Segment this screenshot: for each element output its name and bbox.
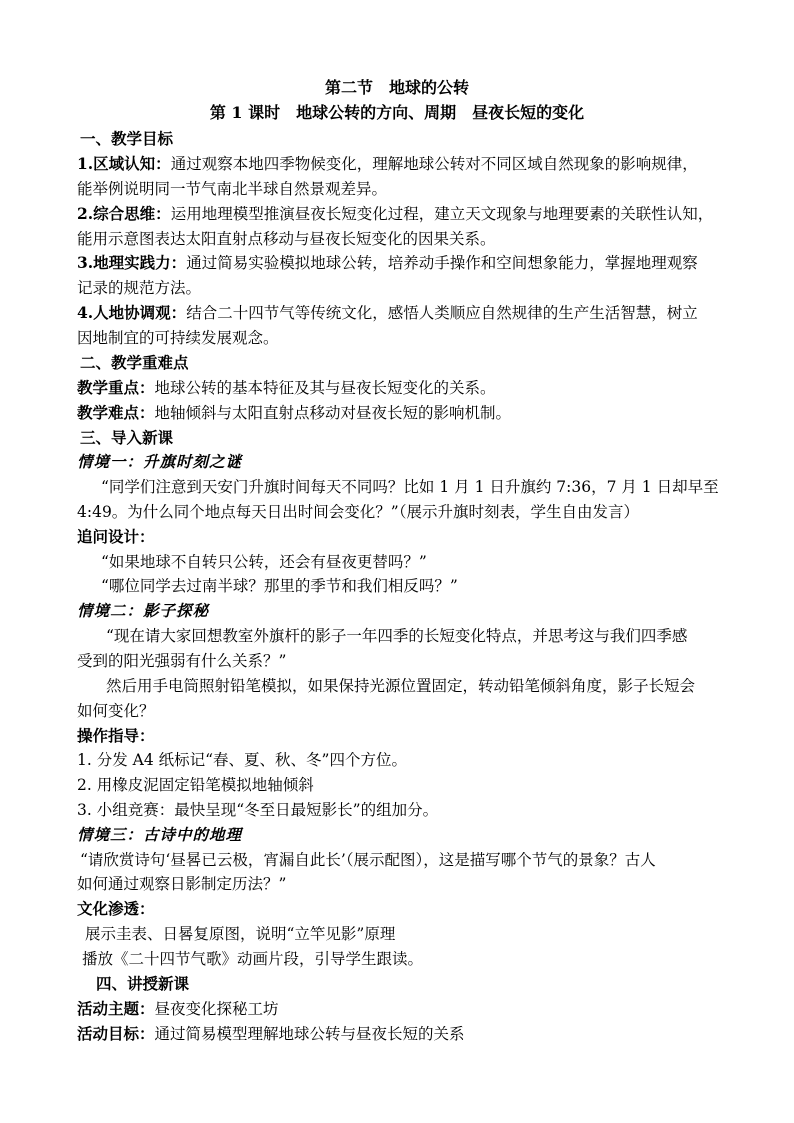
scenario-3-cont: 如何通过观察日影制定历法？” (77, 875, 287, 893)
difficult-point (77, 401, 722, 425)
objective-1 (77, 152, 722, 176)
scenario-2-text: “现在请大家回想教室外旗杆的影子一年四季的长短变化特点，并思考这与我们四季感 (106, 627, 688, 645)
scenario-1-cont: 4:49。为什么同个地点每天日出时间会变化？”（展示升旗时刻表，学生自由发言） (77, 503, 639, 521)
objective-3 (77, 251, 722, 275)
activity-goal-label: 活动目标： (77, 1024, 155, 1043)
objective-1-cont: 能举例说明同一节气南北半球自然景观差异。 (77, 180, 388, 198)
objective-4-cont: 因地制宜的可持续发展观念。 (77, 329, 279, 347)
scenario-2-cont-2: 如何变化？ (77, 702, 155, 720)
question-2: “哪位同学去过南半球？那里的季节和我们相反吗？” (101, 577, 458, 595)
operation-step-3: 3. 小组竞赛：最快呈现“冬至日最短影长”的组加分。 (77, 801, 439, 819)
activity-theme (77, 997, 722, 1021)
difficult-point-text: 地轴倾斜与太阳直射点移动对昼夜长短的影响机制。 (154, 404, 512, 422)
question-design-label: 追问设计： (77, 527, 155, 546)
scenario-2-cont: 受到的阳光强弱有什么关系？” (77, 652, 287, 670)
objective-2-text: 运用地理模型推演昼夜长短变化过程，建立天文现象与地理要素的关联性认知， (170, 205, 714, 223)
objective-4 (77, 301, 722, 325)
objective-3-cont: 记录的规范方法。 (77, 279, 202, 297)
question-1: “如果地球不自转只公转，还会有昼夜更替吗？” (101, 553, 427, 571)
scenario-1-label: 情境一：升旗时刻之谜 (77, 452, 243, 471)
difficult-point-label: 教学难点： (77, 403, 155, 422)
culture-label: 文化渗透： (77, 899, 155, 918)
key-point-text: 地球公转的基本特征及其与昼夜长短变化的关系。 (154, 379, 496, 397)
lesson-title: 第 1 课时 地球公转的方向、周期 昼夜长短的变化 (209, 103, 585, 122)
activity-theme-label: 活动主题： (77, 999, 155, 1018)
objective-2-label: 2.综合思维： (77, 204, 171, 223)
operation-guide-label: 操作指导： (77, 726, 155, 745)
operation-step-2: 2. 用橡皮泥固定铅笔模拟地轴倾斜 (77, 776, 314, 794)
section-title: 第二节 地球的公转 (324, 78, 469, 97)
objective-3-label: 3.地理实践力： (77, 253, 187, 272)
scenario-3-text: “请欣赏诗句‘昼晷已云极，宵漏自此长’（展示配图），这是描写哪个节气的景象？古人 (80, 851, 656, 869)
scenario-1-text: “同学们注意到天安门升旗时间每天不同吗？比如 1 月 1 日升旗约 7:36，7 月 1 日却早至 (101, 478, 719, 496)
activity-goal (77, 1022, 722, 1046)
objective-4-label: 4.人地协调观： (77, 303, 187, 322)
heading-intro: 三、导入新课 (80, 428, 174, 447)
scenario-2-text-2: 然后用手电筒照射铅笔模拟，如果保持光源位置固定，转动铅笔倾斜角度，影子长短会 (106, 677, 696, 695)
key-point-label: 教学重点： (77, 378, 155, 397)
heading-objectives: 一、教学目标 (80, 129, 174, 148)
objective-2 (77, 202, 722, 226)
heading-key-points: 二、教学重难点 (80, 353, 189, 372)
scenario-3-label: 情境三：古诗中的地理 (77, 825, 243, 844)
activity-theme-text: 昼夜变化探秘工坊 (154, 1000, 279, 1018)
culture-item-2: 播放《二十四节气歌》动画片段，引导学生跟读。 (82, 950, 424, 968)
objective-3-text: 通过简易实验模拟地球公转，培养动手操作和空间想象能力，掌握地理观察 (186, 254, 698, 272)
objective-2-cont: 能用示意图表达太阳直射点移动与昼夜长短变化的因果关系。 (77, 230, 496, 248)
activity-goal-text: 通过简易模型理解地球公转与昼夜长短的关系 (154, 1025, 465, 1043)
objective-4-text: 结合二十四节气等传统文化，感悟人类顺应自然规律的生产生活智慧，树立 (186, 304, 698, 322)
operation-step-1: 1. 分发 A4 纸标记“春、夏、秋、冬”四个方位。 (77, 751, 407, 769)
scenario-2-label: 情境二：影子探秘 (77, 601, 210, 620)
culture-item-1: 展示圭表、日晷复原图，说明“立竿见影”原理 (85, 925, 396, 943)
key-point (77, 376, 722, 400)
objective-1-label: 1.区域认知： (77, 154, 171, 173)
objective-1-text: 通过观察本地四季物候变化，理解地球公转对不同区域自然现象的影响规律， (170, 155, 698, 173)
heading-new-lesson: 四、讲授新课 (96, 974, 190, 993)
